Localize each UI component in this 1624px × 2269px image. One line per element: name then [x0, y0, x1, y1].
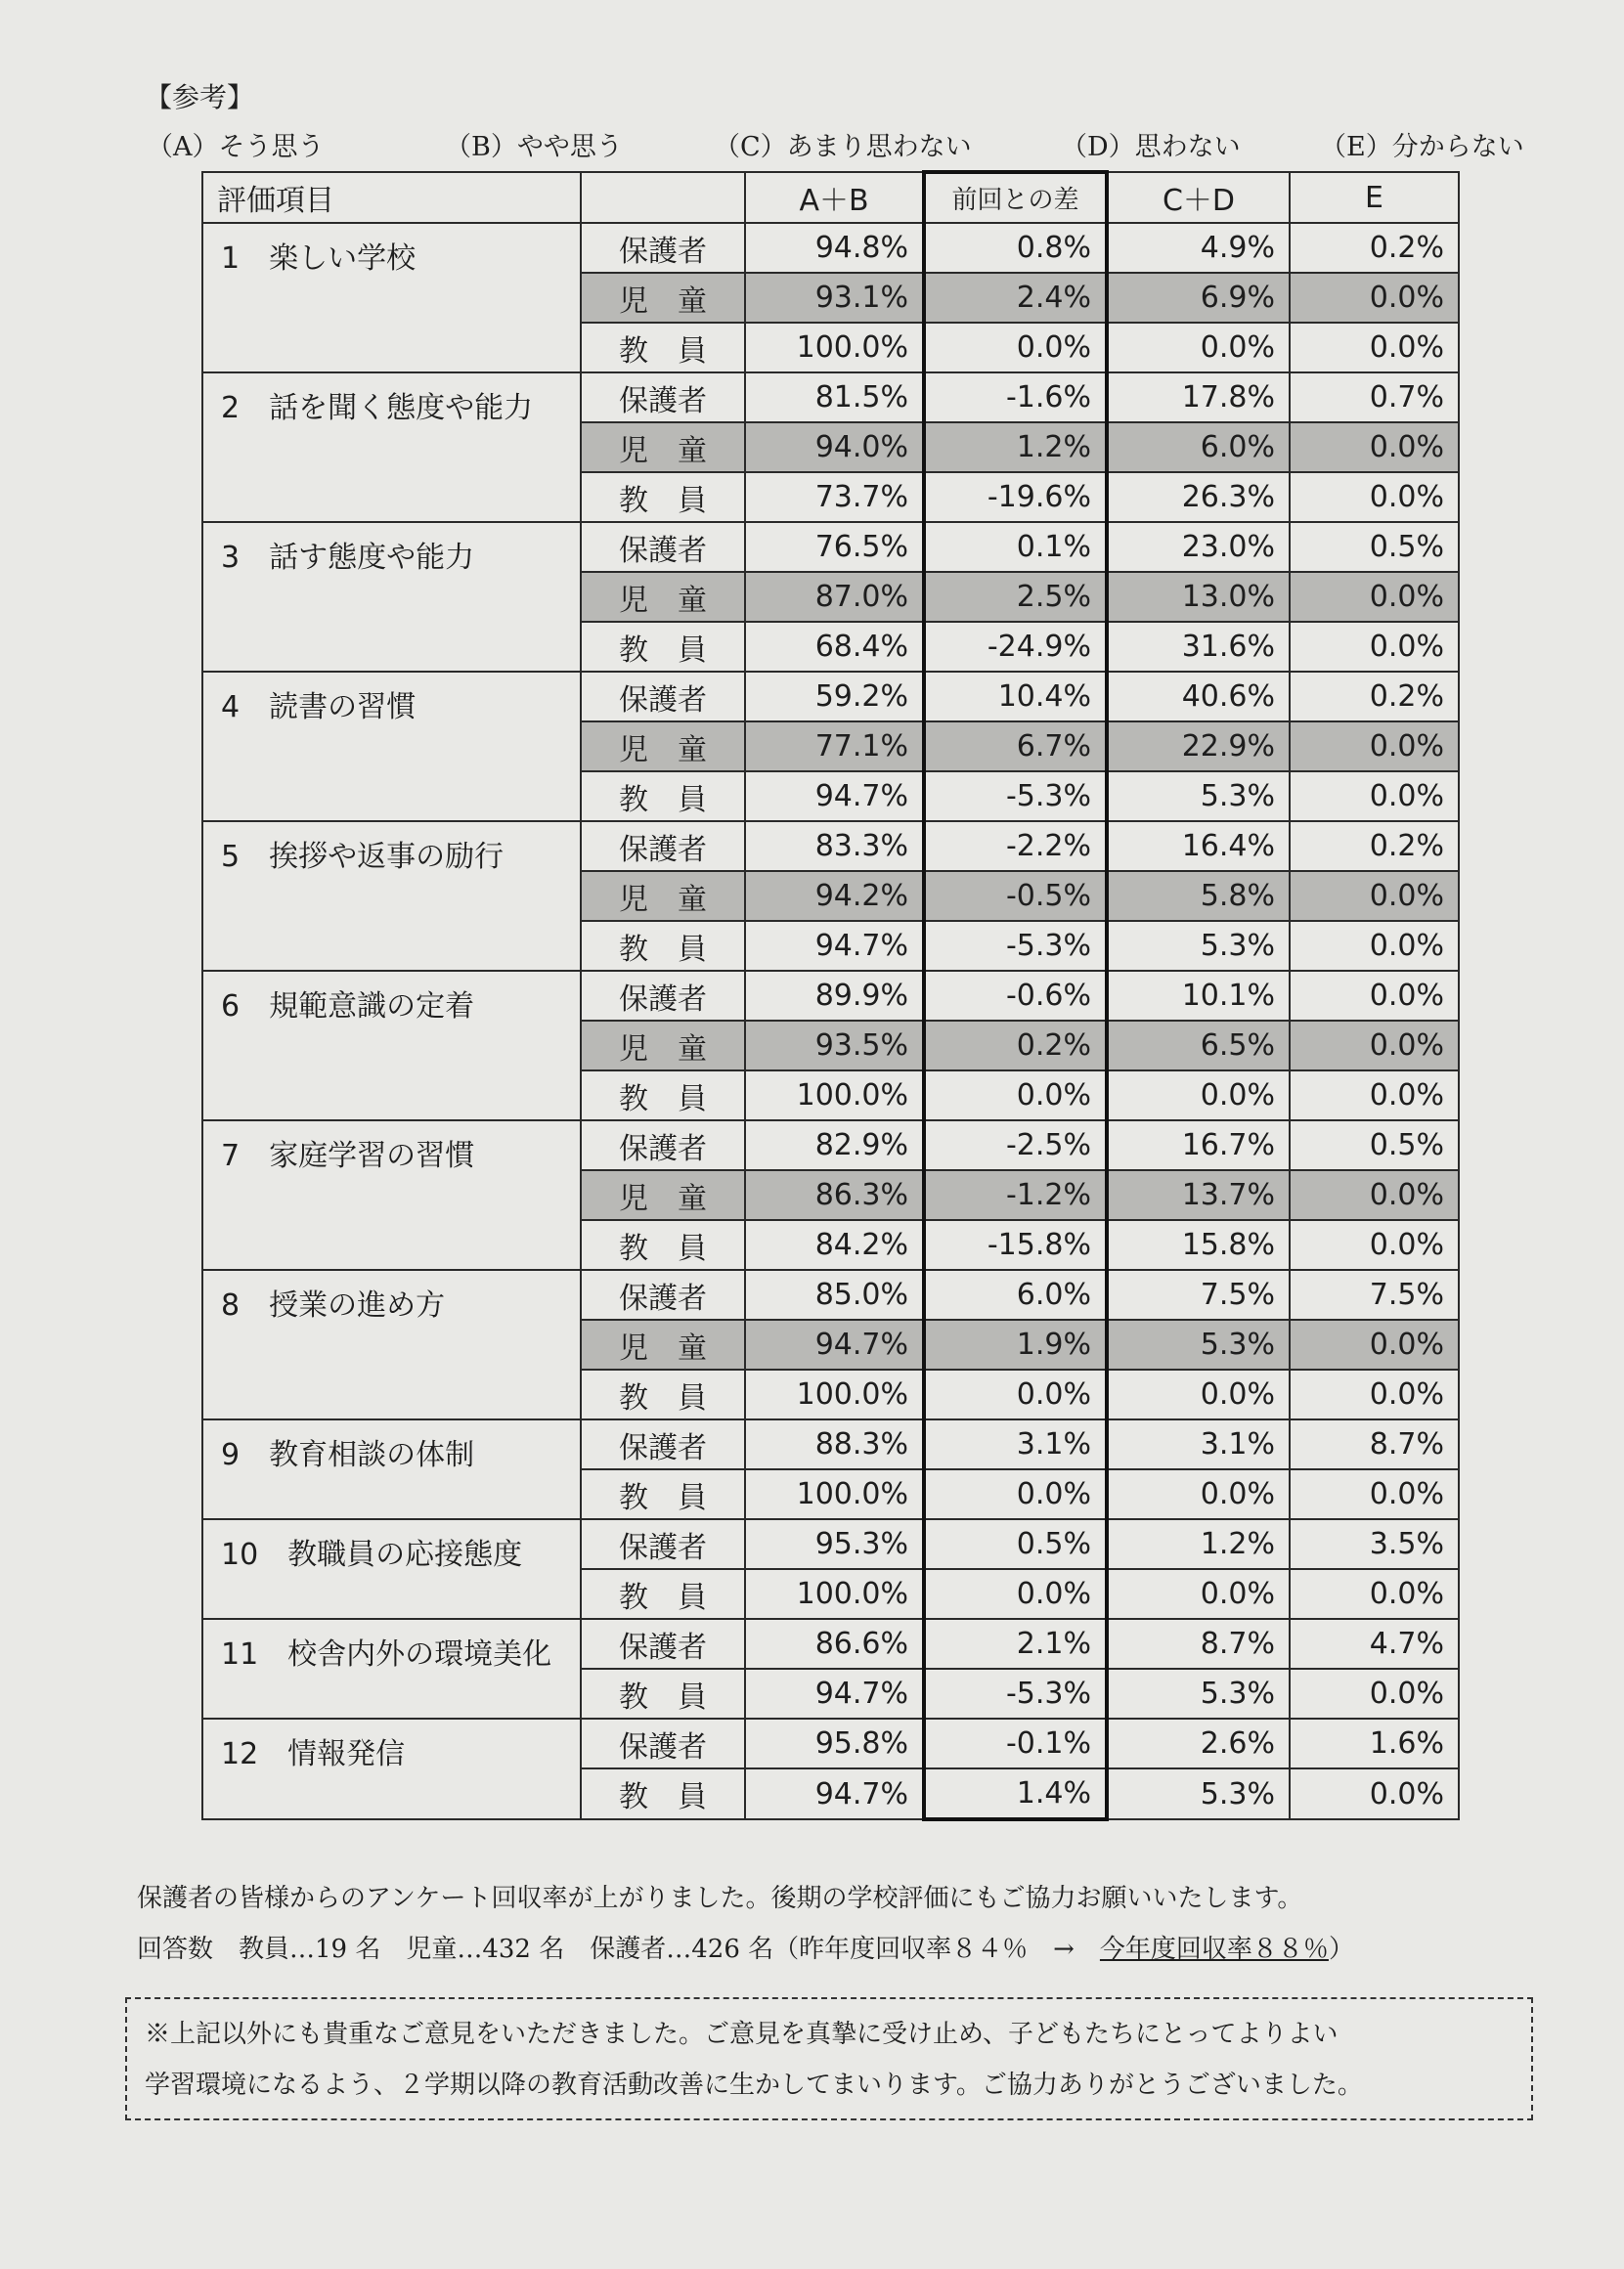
respondent-cell: 教 員: [581, 1669, 745, 1719]
ab-value-cell: 94.7%: [745, 921, 924, 971]
table-row: [202, 821, 1459, 871]
e-value-cell: 0.0%: [1290, 1469, 1459, 1519]
cd-value-cell: 17.8%: [1107, 372, 1290, 422]
diff-value-cell: 1.2%: [924, 422, 1107, 472]
ab-value-cell: 100.0%: [745, 1469, 924, 1519]
ab-value-cell: 94.7%: [745, 1669, 924, 1719]
ab-value-cell: 84.2%: [745, 1220, 924, 1270]
ab-value-cell: 77.1%: [745, 721, 924, 771]
ab-value-cell: 100.0%: [745, 323, 924, 372]
cd-value-cell: 15.8%: [1107, 1220, 1290, 1270]
header-ab: A＋B: [745, 172, 924, 223]
evaluation-item-label: 7 家庭学習の習慣: [202, 1120, 581, 1270]
cd-value-cell: 40.6%: [1107, 672, 1290, 721]
respondent-cell: 保護者: [581, 1120, 745, 1170]
cd-value-cell: 7.5%: [1107, 1270, 1290, 1320]
respondent-cell: 児 童: [581, 422, 745, 472]
cd-value-cell: 6.0%: [1107, 422, 1290, 472]
respondent-cell: 保護者: [581, 223, 745, 273]
cd-value-cell: 22.9%: [1107, 721, 1290, 771]
response-count-text: 回答数 教員…19 名 児童…432 名 保護者…426 名（昨年度回収率８４％ →: [137, 1935, 1100, 1964]
diff-value-cell: -5.3%: [924, 771, 1107, 821]
diff-value-cell: 1.9%: [924, 1320, 1107, 1370]
ab-value-cell: 94.7%: [745, 1320, 924, 1370]
e-value-cell: 0.0%: [1290, 422, 1459, 472]
table-row: [202, 372, 1459, 422]
ab-value-cell: 94.2%: [745, 871, 924, 921]
e-value-cell: 0.0%: [1290, 1370, 1459, 1419]
ab-value-cell: 76.5%: [745, 522, 924, 572]
table-row: [202, 1419, 1459, 1469]
evaluation-table: [201, 170, 1460, 1821]
diff-value-cell: -1.2%: [924, 1170, 1107, 1220]
e-value-cell: 0.0%: [1290, 323, 1459, 372]
ab-value-cell: 73.7%: [745, 472, 924, 522]
reference-heading: 【参考】: [145, 81, 255, 113]
diff-value-cell: 0.0%: [924, 1070, 1107, 1120]
diff-value-cell: -0.5%: [924, 871, 1107, 921]
diff-value-cell: 2.1%: [924, 1619, 1107, 1669]
respondent-cell: 児 童: [581, 572, 745, 622]
respondent-cell: 保護者: [581, 1419, 745, 1469]
evaluation-item-label: 9 教育相談の体制: [202, 1419, 581, 1519]
cd-value-cell: 13.0%: [1107, 572, 1290, 622]
diff-value-cell: 1.4%: [924, 1768, 1107, 1819]
respondent-cell: 保護者: [581, 1270, 745, 1320]
diff-value-cell: 2.4%: [924, 273, 1107, 323]
e-value-cell: 3.5%: [1290, 1519, 1459, 1569]
e-value-cell: 4.7%: [1290, 1619, 1459, 1669]
ab-value-cell: 68.4%: [745, 622, 924, 672]
cd-value-cell: 5.3%: [1107, 1768, 1290, 1819]
table-row: [202, 522, 1459, 572]
ab-value-cell: 83.3%: [745, 821, 924, 871]
respondent-cell: 教 員: [581, 921, 745, 971]
respondent-cell: 教 員: [581, 323, 745, 372]
comment-box: [125, 1997, 1533, 2120]
e-value-cell: 0.0%: [1290, 472, 1459, 522]
respondent-cell: 児 童: [581, 871, 745, 921]
respondent-cell: 保護者: [581, 821, 745, 871]
diff-value-cell: 0.0%: [924, 1469, 1107, 1519]
cd-value-cell: 3.1%: [1107, 1419, 1290, 1469]
respondent-cell: 児 童: [581, 721, 745, 771]
evaluation-item-label: 12 情報発信: [202, 1719, 581, 1819]
diff-value-cell: -2.5%: [924, 1120, 1107, 1170]
diff-value-cell: 0.0%: [924, 323, 1107, 372]
legend-item-d: （D）思わない: [1061, 132, 1241, 162]
e-value-cell: 0.2%: [1290, 821, 1459, 871]
cd-value-cell: 6.9%: [1107, 273, 1290, 323]
ab-value-cell: 100.0%: [745, 1070, 924, 1120]
e-value-cell: 0.2%: [1290, 223, 1459, 273]
current-rate-text: 今年度回収率８８％: [1099, 1935, 1329, 1964]
cd-value-cell: 10.1%: [1107, 971, 1290, 1021]
cd-value-cell: 23.0%: [1107, 522, 1290, 572]
respondent-cell: 教 員: [581, 1220, 745, 1270]
ab-value-cell: 100.0%: [745, 1569, 924, 1619]
diff-value-cell: -2.2%: [924, 821, 1107, 871]
diff-value-cell: 10.4%: [924, 672, 1107, 721]
response-notes: [137, 1873, 1354, 1975]
diff-value-cell: 6.7%: [924, 721, 1107, 771]
ab-value-cell: 94.0%: [745, 422, 924, 472]
ab-value-cell: 59.2%: [745, 672, 924, 721]
cd-value-cell: 26.3%: [1107, 472, 1290, 522]
respondent-cell: 児 童: [581, 1320, 745, 1370]
e-value-cell: 0.0%: [1290, 273, 1459, 323]
cd-value-cell: 0.0%: [1107, 323, 1290, 372]
diff-value-cell: -0.6%: [924, 971, 1107, 1021]
header-item: 評価項目: [202, 172, 581, 223]
evaluation-item-label: 10 教職員の応接態度: [202, 1519, 581, 1619]
respondent-cell: 保護者: [581, 672, 745, 721]
cd-value-cell: 1.2%: [1107, 1519, 1290, 1569]
e-value-cell: 0.0%: [1290, 871, 1459, 921]
cd-value-cell: 5.3%: [1107, 1669, 1290, 1719]
e-value-cell: 0.7%: [1290, 372, 1459, 422]
ab-value-cell: 95.3%: [745, 1519, 924, 1569]
diff-value-cell: -1.6%: [924, 372, 1107, 422]
table-row: [202, 971, 1459, 1021]
ab-value-cell: 93.1%: [745, 273, 924, 323]
cd-value-cell: 5.3%: [1107, 921, 1290, 971]
answer-legend: [147, 125, 1545, 164]
e-value-cell: 0.0%: [1290, 1070, 1459, 1120]
respondent-cell: 保護者: [581, 1519, 745, 1569]
legend-item-a: （A）そう思う: [147, 132, 325, 162]
e-value-cell: 0.0%: [1290, 721, 1459, 771]
ab-value-cell: 86.6%: [745, 1619, 924, 1669]
collection-rate-note: 保護者の皆様からのアンケート回収率が上がりました。後期の学校評価にもご協力お願いいたします。: [137, 1884, 1303, 1913]
respondent-cell: 児 童: [581, 273, 745, 323]
header-diff: 前回との差: [924, 172, 1107, 223]
ab-value-cell: 81.5%: [745, 372, 924, 422]
cd-value-cell: 8.7%: [1107, 1619, 1290, 1669]
respondent-cell: 保護者: [581, 1619, 745, 1669]
legend-item-e: （E）分からない: [1320, 132, 1524, 162]
e-value-cell: 0.0%: [1290, 1320, 1459, 1370]
respondent-cell: 児 童: [581, 1170, 745, 1220]
header-e: E: [1290, 172, 1459, 223]
cd-value-cell: 0.0%: [1107, 1469, 1290, 1519]
ab-value-cell: 88.3%: [745, 1419, 924, 1469]
cd-value-cell: 6.5%: [1107, 1021, 1290, 1070]
respondent-cell: 保護者: [581, 971, 745, 1021]
cd-value-cell: 5.8%: [1107, 871, 1290, 921]
diff-value-cell: -24.9%: [924, 622, 1107, 672]
legend-item-b: （B）やや思う: [445, 132, 623, 162]
ab-value-cell: 94.8%: [745, 223, 924, 273]
respondent-cell: 教 員: [581, 1070, 745, 1120]
diff-value-cell: -5.3%: [924, 921, 1107, 971]
e-value-cell: 0.5%: [1290, 1120, 1459, 1170]
table-body: [202, 223, 1459, 1819]
evaluation-item-label: 4 読書の習慣: [202, 672, 581, 821]
e-value-cell: 0.5%: [1290, 522, 1459, 572]
response-count-note: [137, 1924, 1354, 1975]
ab-value-cell: 86.3%: [745, 1170, 924, 1220]
table-row: [202, 223, 1459, 273]
e-value-cell: 0.0%: [1290, 771, 1459, 821]
diff-value-cell: 0.8%: [924, 223, 1107, 273]
table-row: [202, 1519, 1459, 1569]
e-value-cell: 0.0%: [1290, 1768, 1459, 1819]
e-value-cell: 7.5%: [1290, 1270, 1459, 1320]
ab-value-cell: 100.0%: [745, 1370, 924, 1419]
cd-value-cell: 13.7%: [1107, 1170, 1290, 1220]
evaluation-item-label: 8 授業の進め方: [202, 1270, 581, 1419]
table-row: [202, 1619, 1459, 1669]
cd-value-cell: 5.3%: [1107, 771, 1290, 821]
respondent-cell: 教 員: [581, 622, 745, 672]
cd-value-cell: 16.7%: [1107, 1120, 1290, 1170]
evaluation-item-label: 2 話を聞く態度や能力: [202, 372, 581, 522]
e-value-cell: 1.6%: [1290, 1719, 1459, 1768]
diff-value-cell: -19.6%: [924, 472, 1107, 522]
header-cd: C＋D: [1107, 172, 1290, 223]
cd-value-cell: 16.4%: [1107, 821, 1290, 871]
diff-value-cell: 0.5%: [924, 1519, 1107, 1569]
table-row: [202, 1270, 1459, 1320]
e-value-cell: 0.0%: [1290, 921, 1459, 971]
legend-item-c: （C）あまり思わない: [714, 132, 972, 162]
table-header-row: [202, 172, 1459, 223]
e-value-cell: 8.7%: [1290, 1419, 1459, 1469]
e-value-cell: 0.0%: [1290, 1669, 1459, 1719]
cd-value-cell: 4.9%: [1107, 223, 1290, 273]
respondent-cell: 教 員: [581, 1469, 745, 1519]
cd-value-cell: 2.6%: [1107, 1719, 1290, 1768]
diff-value-cell: -0.1%: [924, 1719, 1107, 1768]
evaluation-item-label: 1 楽しい学校: [202, 223, 581, 372]
diff-value-cell: 0.2%: [924, 1021, 1107, 1070]
e-value-cell: 0.0%: [1290, 1021, 1459, 1070]
e-value-cell: 0.0%: [1290, 1170, 1459, 1220]
diff-value-cell: 0.1%: [924, 522, 1107, 572]
respondent-cell: 保護者: [581, 372, 745, 422]
diff-value-cell: 6.0%: [924, 1270, 1107, 1320]
ab-value-cell: 94.7%: [745, 1768, 924, 1819]
diff-value-cell: 3.1%: [924, 1419, 1107, 1469]
diff-value-cell: 0.0%: [924, 1569, 1107, 1619]
cd-value-cell: 31.6%: [1107, 622, 1290, 672]
respondent-cell: 教 員: [581, 1768, 745, 1819]
e-value-cell: 0.0%: [1290, 1220, 1459, 1270]
respondent-cell: 保護者: [581, 522, 745, 572]
e-value-cell: 0.0%: [1290, 572, 1459, 622]
respondent-cell: 児 童: [581, 1021, 745, 1070]
table-row: [202, 1120, 1459, 1170]
respondent-cell: 保護者: [581, 1719, 745, 1768]
table-row: [202, 672, 1459, 721]
table-row: [202, 1719, 1459, 1768]
diff-value-cell: 2.5%: [924, 572, 1107, 622]
e-value-cell: 0.2%: [1290, 672, 1459, 721]
response-count-close: ）: [1328, 1935, 1354, 1964]
evaluation-item-label: 3 話す態度や能力: [202, 522, 581, 672]
ab-value-cell: 87.0%: [745, 572, 924, 622]
evaluation-item-label: 5 挨拶や返事の励行: [202, 821, 581, 971]
ab-value-cell: 85.0%: [745, 1270, 924, 1320]
cd-value-cell: 0.0%: [1107, 1070, 1290, 1120]
comment-line-1: ※上記以外にも貴重なご意見をいただきました。ご意見を真摯に受け止め、子どもたちにとってよりよい: [145, 2020, 1339, 2049]
evaluation-item-label: 11 校舎内外の環境美化: [202, 1619, 581, 1719]
respondent-cell: 教 員: [581, 1569, 745, 1619]
diff-value-cell: -15.8%: [924, 1220, 1107, 1270]
cd-value-cell: 5.3%: [1107, 1320, 1290, 1370]
diff-value-cell: 0.0%: [924, 1370, 1107, 1419]
diff-value-cell: -5.3%: [924, 1669, 1107, 1719]
ab-value-cell: 89.9%: [745, 971, 924, 1021]
ab-value-cell: 94.7%: [745, 771, 924, 821]
e-value-cell: 0.0%: [1290, 971, 1459, 1021]
e-value-cell: 0.0%: [1290, 1569, 1459, 1619]
ab-value-cell: 93.5%: [745, 1021, 924, 1070]
respondent-cell: 教 員: [581, 472, 745, 522]
header-respondent: [581, 172, 745, 223]
e-value-cell: 0.0%: [1290, 622, 1459, 672]
ab-value-cell: 95.8%: [745, 1719, 924, 1768]
cd-value-cell: 0.0%: [1107, 1569, 1290, 1619]
comment-line-2: 学習環境になるよう、２学期以降の教育活動改善に生かしてまいります。ご協力ありがとうございました。: [145, 2071, 1363, 2100]
respondent-cell: 教 員: [581, 771, 745, 821]
cd-value-cell: 0.0%: [1107, 1370, 1290, 1419]
evaluation-item-label: 6 規範意識の定着: [202, 971, 581, 1120]
ab-value-cell: 82.9%: [745, 1120, 924, 1170]
respondent-cell: 教 員: [581, 1370, 745, 1419]
